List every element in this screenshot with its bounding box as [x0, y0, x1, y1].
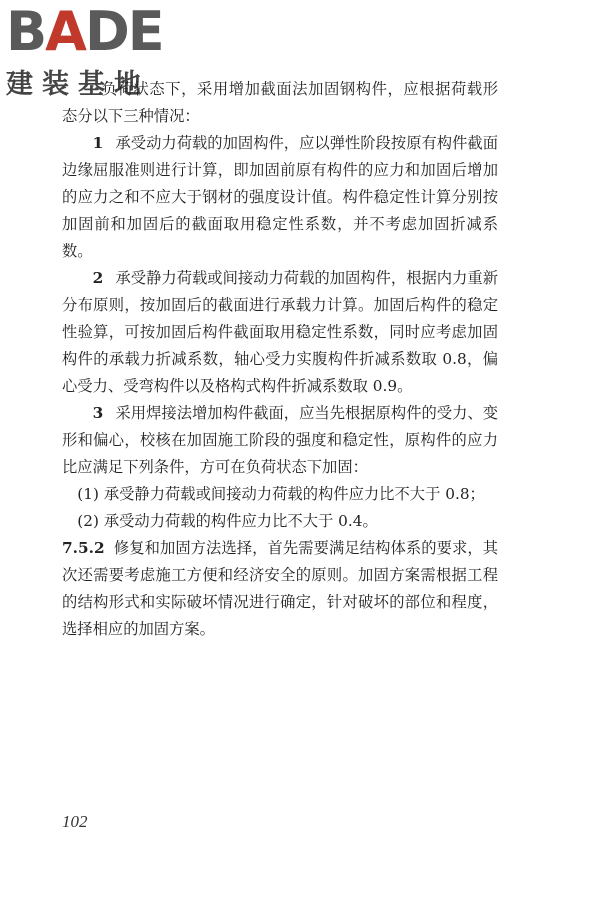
logo-letter-d: D: [84, 0, 128, 63]
item-text: 承受动力荷载的加固构件，应以弹性阶段按原有构件截面边缘屈服准则进行计算，即加固前原有构件的应力和加固后增加的应力之和不应大于钢材的强度设计值。构件稳定性计算分别按加固前和加固后的截面取用稳定性系数，并不考虑加固折减系数。: [62, 134, 498, 260]
item-paragraph-2: [62, 265, 498, 400]
item-number: 1: [92, 134, 104, 152]
item-number: 3: [92, 404, 104, 422]
document-body: [62, 76, 498, 643]
item-number: 2: [92, 269, 104, 287]
logo-letter-a: A: [45, 0, 85, 63]
logo-chinese-text: 建装基地: [6, 69, 150, 100]
logo-letter-b: B: [6, 0, 46, 63]
page-number: 102: [62, 812, 88, 831]
logo-wordmark: [6, 0, 176, 63]
clause-number: 7.5.2: [62, 539, 105, 557]
item-text: 采用焊接法增加构件截面，应当先根据原构件的受力、变形和偏心，校核在加固施工阶段的强度和稳定性，原构件的应力比应满足下列条件，方可在负荷状态下加固：: [62, 404, 498, 476]
item-paragraph-1: [62, 130, 498, 265]
condition-item: (1) 承受静力荷载或间接动力荷载的构件应力比不大于 0.8；: [77, 485, 485, 503]
clause-text: 修复和加固方法选择，首先需要满足结构体系的要求，其次还需要考虑施工方便和经济安全的原则。加固方案需根据工程的结构形式和实际破坏情况进行确定，针对破坏的部位和程度，选择相应的加固方案。: [62, 539, 498, 638]
logo-letter-e: E: [127, 0, 163, 63]
condition-item: (2) 承受动力荷载的构件应力比不大于 0.4。: [77, 512, 378, 530]
item-paragraph-3: [62, 400, 498, 481]
clause-paragraph: [62, 535, 498, 643]
intro-paragraph: 负荷状态下，采用增加截面法加固钢构件，应根据荷载形态分以下三种情况：: [62, 80, 498, 125]
item-text: 承受静力荷载或间接动力荷载的加固构件，根据内力重新分布原则，按加固后的截面进行承载力计算。加固后构件的稳定性验算，可按加固后构件截面取用稳定性系数，同时应考虑加固构件的承载力折减系数，轴心受力实腹构件折减系数取 0.8，偏心受力、受弯构件以及格构式构件折减系数取 0.9。: [62, 269, 498, 395]
